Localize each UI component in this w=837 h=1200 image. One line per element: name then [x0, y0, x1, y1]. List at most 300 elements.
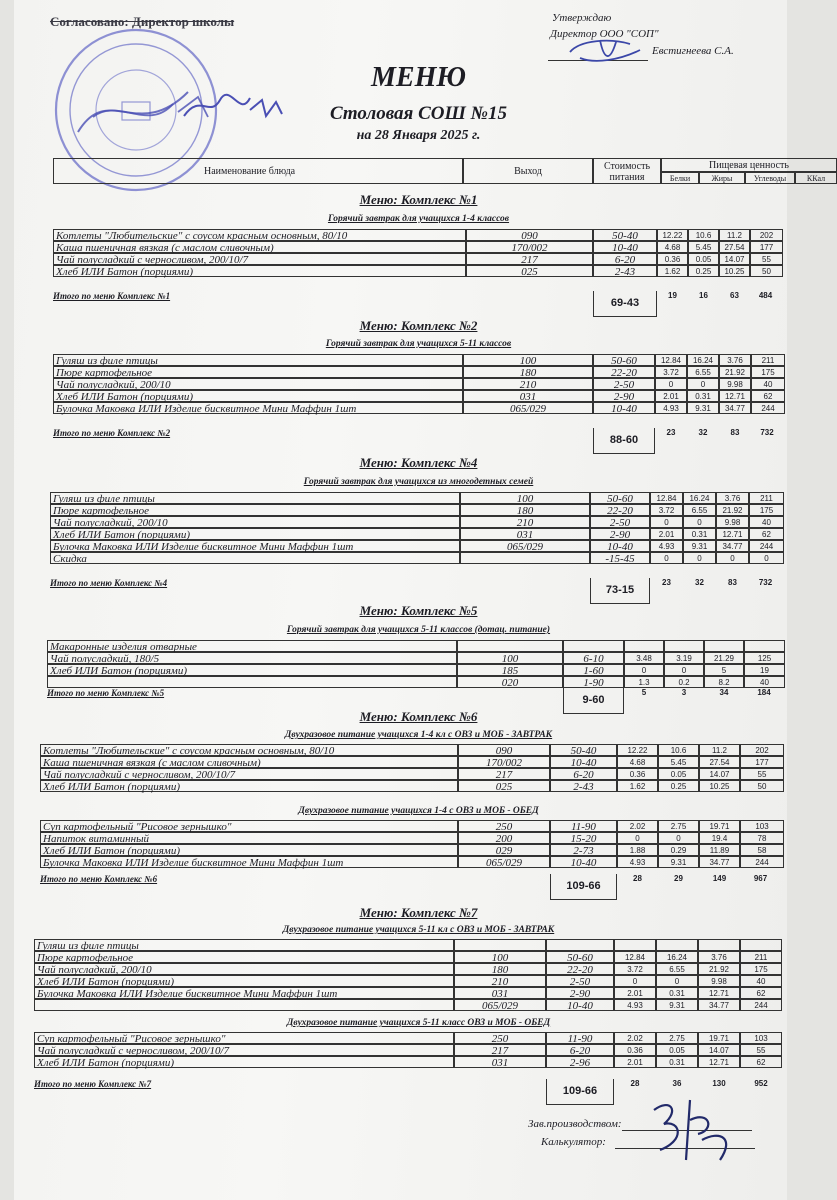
dish-name: Хлеб ИЛИ Батон (порциями) — [53, 265, 466, 277]
proteins-value: 12.22 — [617, 744, 658, 756]
fats-value: 6.55 — [683, 504, 716, 516]
proteins-value: 4.93 — [650, 540, 683, 552]
dish-name: Чай полусладкий с черносливом, 200/10/7 — [40, 768, 458, 780]
fats-value: 0 — [664, 664, 704, 676]
dish-name: Каша пшеничная вязкая (с маслом сливочным) — [53, 241, 466, 253]
fats-value: 10.6 — [688, 229, 719, 241]
dish-cost: 10-40 — [550, 856, 617, 868]
carbs-value: 10.25 — [699, 780, 740, 792]
kcal-value: 40 — [740, 975, 782, 987]
dish-output: 031 — [454, 987, 546, 999]
dish-cost: 2-50 — [590, 516, 650, 528]
dish-name: Булочка Маковка ИЛИ Изделие бисквитное Мини Маффин 1шт — [50, 540, 460, 552]
dish-name: Хлеб ИЛИ Батон (порциями) — [47, 664, 457, 676]
menu-row — [40, 820, 784, 832]
fats-value: 16.24 — [687, 354, 719, 366]
kcal-value: 58 — [740, 844, 784, 856]
proteins-value: 1.62 — [617, 780, 658, 792]
kcal-value: 202 — [740, 744, 784, 756]
carbs-value: 11.89 — [699, 844, 740, 856]
dish-name: Напиток витаминный — [40, 832, 458, 844]
col-nutrition: Пищевая ценность — [661, 158, 837, 172]
menu-row — [40, 844, 784, 856]
kcal-value: 177 — [740, 756, 784, 768]
menu-row — [40, 768, 784, 780]
total-carbs: 34 — [719, 688, 729, 697]
kcal-value: 62 — [740, 987, 782, 999]
section-title: Меню: Комплекс №7 — [359, 905, 478, 920]
proteins-value: 3.72 — [655, 366, 687, 378]
fats-value: 16.24 — [683, 492, 716, 504]
group-title: Двухразовое питание учащихся 1-4 кл с ОВЗ и МОБ - ЗАВТРАК — [284, 730, 553, 740]
total-kcal: 952 — [754, 1079, 768, 1088]
fats-value: 0.31 — [687, 390, 719, 402]
dish-name: Котлеты "Любительские" с соусом красным основным, 80/10 — [53, 229, 466, 241]
carbs-value: 34.77 — [699, 856, 740, 868]
kcal-value: 175 — [751, 366, 785, 378]
dish-output: 090 — [466, 229, 593, 241]
kcal-value: 62 — [749, 528, 784, 540]
col-output: Выход — [463, 158, 593, 184]
kcal-value: 125 — [744, 652, 785, 664]
total-fats: 32 — [695, 578, 704, 587]
group-title: Двухразовое питание учащихся 5-11 кл с ОВЗ и МОБ - ЗАВТРАК — [282, 925, 555, 935]
menu-row — [40, 744, 784, 756]
kcal-value: 244 — [749, 540, 784, 552]
menu-row — [50, 492, 784, 504]
kcal-value: 103 — [740, 820, 784, 832]
dish-name: Чай полусладкий, 200/10 — [34, 963, 454, 975]
fats-value: 9.31 — [683, 540, 716, 552]
calculator-label: Калькулятор: — [541, 1136, 606, 1148]
total-label: Итого по меню Комплекс №4 — [50, 578, 168, 588]
dish-cost — [563, 640, 624, 652]
col-carbs: Углеводы — [745, 172, 795, 184]
dish-cost: 15-20 — [550, 832, 617, 844]
total-label: Итого по меню Комплекс №7 — [34, 1079, 152, 1089]
carbs-value: 21.92 — [716, 504, 749, 516]
dish-output: 065/029 — [458, 856, 550, 868]
proteins-value: 2.01 — [614, 987, 656, 999]
dish-name: Булочка Маковка ИЛИ Изделие бисквитное Мини Маффин 1шт — [34, 987, 454, 999]
kcal-value: 211 — [751, 354, 785, 366]
menu-row — [53, 354, 785, 366]
fats-value: 0 — [687, 378, 719, 390]
kcal-value: 103 — [740, 1032, 782, 1044]
kcal-value: 55 — [740, 1044, 782, 1056]
page-title: МЕНЮ — [371, 62, 466, 93]
dish-output: 180 — [463, 366, 593, 378]
group-title: Двухразовое питание учащихся 5-11 класс ОВЗ и МОБ - ОБЕД — [286, 1018, 551, 1028]
dish-output: 065/029 — [460, 540, 590, 552]
kcal-value: 50 — [740, 780, 784, 792]
approve-name: Евстигнеева С.А. — [652, 45, 734, 57]
fats-value: 0.31 — [656, 987, 698, 999]
total-kcal: 484 — [758, 291, 773, 300]
proteins-value: 4.68 — [617, 756, 658, 768]
carbs-value: 9.98 — [716, 516, 749, 528]
dish-output: 250 — [454, 1032, 546, 1044]
menu-row — [50, 504, 784, 516]
total-cost: 109-66 — [546, 1079, 614, 1105]
total-carbs: 63 — [730, 291, 739, 300]
fats-value: 5.45 — [688, 241, 719, 253]
dish-name — [34, 999, 454, 1011]
menu-row — [53, 265, 783, 277]
menu-row — [53, 402, 785, 414]
menu-row — [34, 1044, 782, 1056]
dish-name: Чай полусладкий, 200/10 — [50, 516, 460, 528]
fats-value: 0.05 — [656, 1044, 698, 1056]
kcal-value: 244 — [740, 999, 782, 1011]
fats-value: 9.31 — [656, 999, 698, 1011]
dish-cost: 2-50 — [593, 378, 655, 390]
carbs-value: 12.71 — [716, 528, 749, 540]
carbs-value: 12.71 — [698, 987, 740, 999]
carbs-value: 0 — [716, 552, 749, 564]
carbs-value — [698, 939, 740, 951]
total-cost: 9-60 — [563, 688, 624, 714]
kcal-value: 177 — [750, 241, 783, 253]
kcal-value: 78 — [740, 832, 784, 844]
dish-output: 210 — [463, 378, 593, 390]
dish-output: 180 — [460, 504, 590, 516]
dish-name: Котлеты "Любительские" с соусом красным основным, 80/10 — [40, 744, 458, 756]
total-proteins: 19 — [668, 291, 677, 300]
dish-name: Гуляш из филе птицы — [50, 492, 460, 504]
fats-value: 0.29 — [658, 844, 699, 856]
carbs-value — [704, 640, 744, 652]
proteins-value: 3.72 — [614, 963, 656, 975]
dish-output: 065/029 — [463, 402, 593, 414]
dish-name: Каша пшеничная вязкая (с маслом сливочным) — [40, 756, 458, 768]
dish-cost: 50-60 — [593, 354, 655, 366]
total-carbs: 149 — [712, 874, 727, 883]
page-subtitle: Столовая СОШ №15 — [329, 103, 508, 124]
proteins-value: 4.68 — [657, 241, 688, 253]
dish-cost: 10-40 — [550, 756, 617, 768]
kcal-value: 244 — [740, 856, 784, 868]
section-title: Меню: Комплекс №5 — [359, 603, 478, 618]
fats-value: 10.6 — [658, 744, 699, 756]
dish-cost: 11-90 — [546, 1032, 614, 1044]
col-cost: Стоимость питания — [593, 158, 661, 184]
dish-cost: 2-43 — [550, 780, 617, 792]
group-title: Горячий завтрак для учащихся из многодетных семей — [303, 477, 534, 487]
menu-row — [53, 253, 783, 265]
carbs-value: 21.92 — [719, 366, 751, 378]
fats-value: 0.05 — [658, 768, 699, 780]
fats-value: 6.55 — [656, 963, 698, 975]
carbs-value: 3.76 — [698, 951, 740, 963]
dish-cost: 2-50 — [546, 975, 614, 987]
proteins-value: 0 — [624, 664, 664, 676]
fats-value — [664, 640, 704, 652]
proteins-value: 0.36 — [614, 1044, 656, 1056]
section-title: Меню: Комплекс №6 — [359, 709, 478, 724]
fats-value: 0 — [683, 516, 716, 528]
table-header — [53, 158, 826, 184]
dish-cost: 50-60 — [590, 492, 650, 504]
carbs-value: 14.07 — [698, 1044, 740, 1056]
fats-value: 0.2 — [664, 676, 704, 688]
carbs-value: 27.54 — [699, 756, 740, 768]
dish-name: Чай полусладкий с черносливом, 200/10/7 — [34, 1044, 454, 1056]
fats-value: 0 — [656, 975, 698, 987]
total-cost: 88-60 — [593, 428, 655, 454]
dish-output: 217 — [454, 1044, 546, 1056]
dish-output: 025 — [458, 780, 550, 792]
production-label: Зав.производством: — [528, 1118, 622, 1130]
fats-value: 2.75 — [656, 1032, 698, 1044]
proteins-value — [624, 640, 664, 652]
dish-output — [457, 640, 563, 652]
dish-cost: 1-60 — [563, 664, 624, 676]
kcal-value: 0 — [749, 552, 784, 564]
proteins-value: 12.22 — [657, 229, 688, 241]
dish-cost: 2-73 — [550, 844, 617, 856]
proteins-value: 2.01 — [614, 1056, 656, 1068]
kcal-value — [740, 939, 782, 951]
dish-output: 185 — [457, 664, 563, 676]
carbs-value: 21.29 — [704, 652, 744, 664]
dish-name: Пюре картофельное — [34, 951, 454, 963]
dish-cost: 10-40 — [593, 402, 655, 414]
col-proteins: Белки — [661, 172, 699, 184]
total-kcal: 184 — [757, 688, 771, 697]
dish-output: 100 — [463, 354, 593, 366]
dish-output: 100 — [460, 492, 590, 504]
carbs-value: 19.4 — [699, 832, 740, 844]
col-name: Наименование блюда — [53, 158, 463, 184]
dish-cost: 6-20 — [546, 1044, 614, 1056]
carbs-value: 10.25 — [719, 265, 750, 277]
kcal-value: 62 — [740, 1056, 782, 1068]
proteins-value: 1.88 — [617, 844, 658, 856]
dish-output: 210 — [454, 975, 546, 987]
kcal-value: 55 — [750, 253, 783, 265]
dish-name: Скидка — [50, 552, 460, 564]
proteins-value: 4.93 — [614, 999, 656, 1011]
dish-cost: 1-90 — [563, 676, 624, 688]
menu-date: на 28 Января 2025 г. — [356, 128, 481, 143]
fats-value: 0.05 — [688, 253, 719, 265]
total-kcal: 967 — [753, 874, 768, 883]
carbs-value: 14.07 — [699, 768, 740, 780]
menu-row — [47, 676, 785, 688]
carbs-value: 21.92 — [698, 963, 740, 975]
menu-row — [40, 756, 784, 768]
proteins-value: 0 — [650, 516, 683, 528]
dish-cost: 22-20 — [546, 963, 614, 975]
dish-output: 090 — [458, 744, 550, 756]
fats-value: 5.45 — [658, 756, 699, 768]
proteins-value: 3.48 — [624, 652, 664, 664]
carbs-value: 3.76 — [716, 492, 749, 504]
proteins-value: 12.84 — [650, 492, 683, 504]
proteins-value: 0.36 — [617, 768, 658, 780]
carbs-value: 34.77 — [716, 540, 749, 552]
dish-output: 031 — [463, 390, 593, 402]
total-cost: 69-43 — [593, 291, 657, 317]
proteins-value: 2.01 — [650, 528, 683, 540]
kcal-value — [744, 640, 785, 652]
carbs-value: 11.2 — [719, 229, 750, 241]
section-title: Меню: Комплекс №1 — [359, 192, 478, 207]
carbs-value: 11.2 — [699, 744, 740, 756]
dish-name: Пюре картофельное — [50, 504, 460, 516]
dish-cost: 6-10 — [563, 652, 624, 664]
carbs-value: 12.71 — [698, 1056, 740, 1068]
dish-output: 170/002 — [466, 241, 593, 253]
dish-output — [454, 939, 546, 951]
dish-name: Пюре картофельное — [53, 366, 463, 378]
dish-name: Хлеб ИЛИ Батон (порциями) — [34, 975, 454, 987]
menu-row — [34, 1032, 782, 1044]
dish-name: Гуляш из филе птицы — [53, 354, 463, 366]
fats-value: 2.75 — [658, 820, 699, 832]
total-fats: 32 — [698, 428, 708, 437]
dish-name: Суп картофельный "Рисовое зернышко" — [34, 1032, 454, 1044]
total-row — [53, 428, 785, 456]
total-proteins: 28 — [630, 1079, 640, 1088]
total-label: Итого по меню Комплекс №2 — [53, 428, 171, 438]
fats-value: 3.19 — [664, 652, 704, 664]
group-title: Горячий завтрак для учащихся 5-11 классов (дотац. питание) — [286, 625, 551, 635]
total-row — [53, 291, 783, 319]
fats-value: 0.31 — [656, 1056, 698, 1068]
dish-output: 170/002 — [458, 756, 550, 768]
dish-name — [47, 676, 457, 688]
dish-output: 250 — [458, 820, 550, 832]
menu-row — [34, 963, 782, 975]
dish-output: 217 — [466, 253, 593, 265]
menu-row — [50, 552, 784, 564]
kcal-value: 50 — [750, 265, 783, 277]
carbs-value: 34.77 — [719, 402, 751, 414]
carbs-value: 8.2 — [704, 676, 744, 688]
kcal-value: 40 — [749, 516, 784, 528]
dish-name: Булочка Маковка ИЛИ Изделие бисквитное Мини Маффин 1шт — [53, 402, 463, 414]
fats-value: 0.25 — [688, 265, 719, 277]
menu-row — [40, 856, 784, 868]
kcal-value: 40 — [751, 378, 785, 390]
dish-name: Суп картофельный "Рисовое зернышко" — [40, 820, 458, 832]
proteins-value: 0 — [617, 832, 658, 844]
carbs-value: 9.98 — [719, 378, 751, 390]
dish-output: 031 — [460, 528, 590, 540]
dish-cost: 22-20 — [590, 504, 650, 516]
total-proteins: 23 — [666, 428, 676, 437]
dish-output: 020 — [457, 676, 563, 688]
kcal-value: 211 — [749, 492, 784, 504]
menu-row — [50, 540, 784, 552]
menu-row — [53, 241, 783, 253]
proteins-value: 4.93 — [617, 856, 658, 868]
proteins-value: 1.3 — [624, 676, 664, 688]
dish-output: 031 — [454, 1056, 546, 1068]
dish-name: Хлеб ИЛИ Батон (порциями) — [34, 1056, 454, 1068]
dish-cost: 50-40 — [593, 229, 657, 241]
menu-row — [34, 951, 782, 963]
group-title: Горячий завтрак для учащихся 1-4 классов — [327, 214, 510, 224]
dish-name: Хлеб ИЛИ Батон (порциями) — [40, 780, 458, 792]
proteins-value: 0.36 — [657, 253, 688, 265]
dish-cost: 6-20 — [550, 768, 617, 780]
total-carbs: 130 — [712, 1079, 726, 1088]
fats-value: 16.24 — [656, 951, 698, 963]
carbs-value: 27.54 — [719, 241, 750, 253]
dish-cost: 2-43 — [593, 265, 657, 277]
menu-row — [34, 939, 782, 951]
total-row — [50, 578, 784, 606]
proteins-value: 4.93 — [655, 402, 687, 414]
total-proteins: 5 — [641, 688, 647, 697]
dish-cost: 11-90 — [550, 820, 617, 832]
carbs-value: 12.71 — [719, 390, 751, 402]
dish-output: 217 — [458, 768, 550, 780]
total-label: Итого по меню Комплекс №1 — [53, 291, 171, 301]
dish-cost: 10-40 — [546, 999, 614, 1011]
dish-output: 100 — [454, 951, 546, 963]
kcal-value: 175 — [740, 963, 782, 975]
proteins-value: 2.02 — [617, 820, 658, 832]
proteins-value: 0 — [650, 552, 683, 564]
kcal-value: 62 — [751, 390, 785, 402]
kcal-value: 175 — [749, 504, 784, 516]
dish-cost: 22-20 — [593, 366, 655, 378]
dish-name: Макаронные изделия отварные — [47, 640, 457, 652]
group-title: Горячий завтрак для учащихся 5-11 классов — [325, 339, 512, 349]
dish-output: 200 — [458, 832, 550, 844]
total-kcal: 732 — [760, 428, 774, 437]
dish-name: Чай полусладкий, 200/10 — [53, 378, 463, 390]
total-cost: 109-66 — [550, 874, 617, 900]
carbs-value: 19.71 — [699, 820, 740, 832]
menu-row — [34, 1056, 782, 1068]
menu-row — [53, 390, 785, 402]
menu-row — [40, 832, 784, 844]
fats-value: 9.31 — [687, 402, 719, 414]
proteins-value — [614, 939, 656, 951]
dish-cost: 50-40 — [550, 744, 617, 756]
proteins-value: 12.84 — [614, 951, 656, 963]
menu-row — [47, 664, 785, 676]
dish-name: Хлеб ИЛИ Батон (порциями) — [50, 528, 460, 540]
menu-row — [53, 366, 785, 378]
dish-name: Чай полусладкий с черносливом, 200/10/7 — [53, 253, 466, 265]
fats-value: 0.31 — [683, 528, 716, 540]
dish-name: Чай полусладкий, 180/5 — [47, 652, 457, 664]
dish-cost: 10-40 — [590, 540, 650, 552]
kcal-value: 55 — [740, 768, 784, 780]
dish-cost: 10-40 — [593, 241, 657, 253]
proteins-value: 1.62 — [657, 265, 688, 277]
dish-cost: 6-20 — [593, 253, 657, 265]
fats-value: 9.31 — [658, 856, 699, 868]
dish-output: 100 — [457, 652, 563, 664]
col-kcal: ККал — [795, 172, 837, 184]
menu-row — [40, 780, 784, 792]
kcal-value: 40 — [744, 676, 785, 688]
dish-output: 029 — [458, 844, 550, 856]
dish-output: 025 — [466, 265, 593, 277]
fats-value — [656, 939, 698, 951]
dish-output: 180 — [454, 963, 546, 975]
fats-value: 6.55 — [687, 366, 719, 378]
fats-value: 0.25 — [658, 780, 699, 792]
signature-production — [640, 1090, 750, 1165]
